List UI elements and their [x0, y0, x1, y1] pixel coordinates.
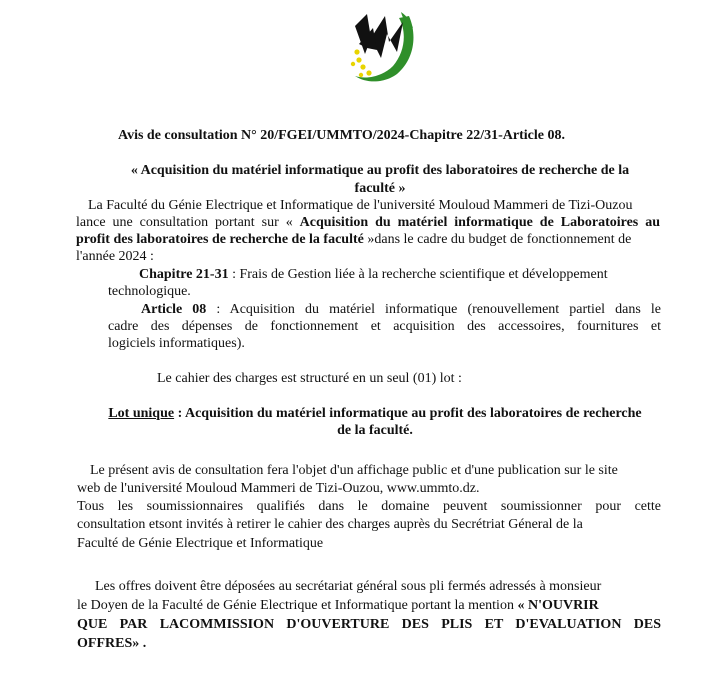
soumissionnaires-line-2: consultation etsont invités à retirer le cahier des charges auprès du Secrétriat Géneral de la — [77, 517, 583, 532]
lot-unique-label: Lot unique — [108, 406, 175, 421]
offres-line-4: OFFRES» . — [77, 636, 147, 651]
intro-line-3-text: »dans le cadre du budget de fonctionnement de — [363, 232, 632, 247]
publication-line-1: Le présent avis de consultation fera l'objet d'un affichage public et d'une publication sur le site — [90, 463, 618, 478]
article-line-2: cadre des dépenses de fonctionnement et acquisition des accessoires, fournitures et — [108, 319, 661, 334]
intro-line-2-text: lance une consultation portant sur « — [76, 215, 300, 230]
notice-heading: Avis de consultation N° 20/FGEI/UMMTO/2024-Chapitre 22/31-Article 08. — [118, 128, 565, 143]
lot-structure: Le cahier des charges est structuré en un seul (01) lot : — [157, 371, 462, 386]
lot-unique-line-2: de la faculté. — [337, 423, 413, 438]
intro-line-3-bold: profit des laboratoires de recherche de la faculté — [76, 232, 364, 247]
article-line-1 — [141, 301, 661, 318]
offres-line-2-text: le Doyen de la Faculté de Génie Electrique et Informatique portant la mention — [77, 598, 518, 613]
chapitre-label: Chapitre 21-31 — [139, 267, 229, 282]
intro-line-2-bold: Acquisition du matériel informatique de Laboratoires au — [299, 215, 660, 230]
chapitre-line-1 — [139, 266, 608, 283]
intro-line-1: La Faculté du Génie Electrique et Informatique de l'université Mouloud Mammeri de Tizi-Ouzou — [88, 198, 633, 213]
article-line-3: logiciels informatiques). — [108, 336, 245, 351]
intro-line-4: l'année 2024 : — [76, 249, 154, 264]
offres-line-2-bold: « N'OUVRIR — [517, 598, 599, 613]
publication-line-2: web de l'université Mouloud Mammeri de Tizi-Ouzou, www.ummto.dz. — [77, 481, 480, 496]
article-label: Article 08 — [141, 302, 207, 317]
intro-line-3 — [76, 231, 631, 248]
offres-line-2 — [77, 597, 599, 614]
lot-unique-line-1 — [70, 405, 680, 422]
article-text: : Acquisition du matériel informatique (renouvellement partiel dans le — [206, 302, 661, 317]
offres-line-3: QUE PAR LACOMMISSION D'OUVERTURE DES PLIS ET D'EVALUATION DES — [77, 617, 661, 632]
subject-line-2: faculté » — [354, 181, 406, 196]
soumissionnaires-line-1: Tous les soumissionnaires qualifiés dans le domaine peuvent soumissionner pour cette — [77, 499, 661, 514]
chapitre-line-2: technologique. — [108, 284, 191, 299]
soumissionnaires-line-3: Faculté de Génie Electrique et Informatique — [77, 536, 324, 551]
lot-unique-text: : Acquisition du matériel informatique au profit des laboratoires de recherche — [174, 406, 642, 421]
offres-line-1: Les offres doivent être déposées au secrétariat général sous pli fermés adressés à monsieur — [95, 579, 602, 594]
university-logo-icon — [337, 4, 419, 86]
subject-line-1: « Acquisition du matériel informatique au profit des laboratoires de recherche de la — [130, 163, 630, 178]
chapitre-text: : Frais de Gestion liée à la recherche scientifique et développement — [228, 267, 608, 282]
intro-line-2 — [76, 214, 660, 231]
